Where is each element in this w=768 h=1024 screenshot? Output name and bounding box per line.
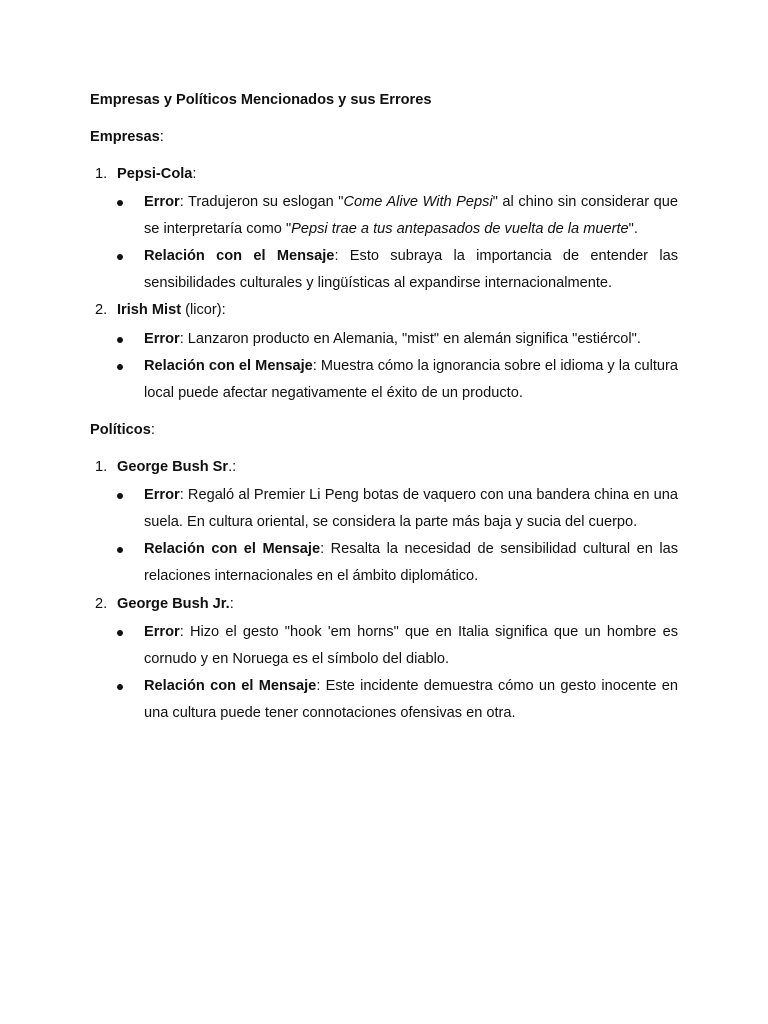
bullet-error: Error: Tradujeron su eslogan "Come Alive With Pepsi" al chino sin considerar que se interpretaría como "Pepsi trae a tus antepasados de vuelta de la muerte". [117, 189, 678, 243]
bullet-dot-icon [117, 684, 123, 690]
bullet-relacion: Relación con el Mensaje: Esto subraya la importancia de entender las sensibilidades culturales y lingüísticas al expandirse internacionalmente. [117, 243, 678, 297]
item-name: George Bush Sr [117, 459, 229, 475]
section-heading-politicos-label: Políticos [90, 422, 151, 438]
list-item-irish-mist: 2. Irish Mist (licor): [95, 302, 226, 318]
item-name: Irish Mist [117, 302, 182, 318]
bullet-dot-icon [117, 200, 123, 206]
bullet-dot-icon [117, 337, 123, 343]
bullet-error: Error: Regaló al Premier Li Peng botas de vaquero con una bandera china en una suela. En cultura oriental, se considera la parte más baja y sucia del cuerpo. [117, 482, 678, 536]
list-item-bush-jr: 2. George Bush Jr.: [95, 596, 234, 612]
bullet-dot-icon [117, 364, 123, 370]
bullet-dot-icon [117, 493, 123, 499]
section-heading-empresas: Empresas: [90, 129, 164, 145]
list-item-pepsi-cola: 1. Pepsi-Cola: [95, 166, 197, 182]
bullet-relacion: Relación con el Mensaje: Muestra cómo la ignorancia sobre el idioma y la cultura local puede afectar negativamente el éxito de un producto. [117, 353, 678, 407]
bullet-error: Error: Hizo el gesto "hook 'em horns" que en Italia significa que un hombre es cornudo y en Noruega es el símbolo del diablo. [117, 619, 678, 673]
item-name: Pepsi-Cola [117, 166, 193, 182]
bullet-dot-icon [117, 547, 123, 553]
section-heading-politicos: Políticos: [90, 422, 155, 438]
item-name: George Bush Jr. [117, 596, 230, 612]
bullet-error: Error: Lanzaron producto en Alemania, "mist" en alemán significa "estiércol". [117, 326, 678, 353]
document-title: Empresas y Políticos Mencionados y sus Errores [90, 92, 432, 108]
bullet-relacion: Relación con el Mensaje: Este incidente demuestra cómo un gesto inocente en una cultura puede tener connotaciones ofensivas en otra. [117, 673, 678, 727]
bullet-list-pepsi [117, 189, 678, 297]
list-item-bush-sr: 1. George Bush Sr.: [95, 459, 237, 475]
section-heading-empresas-label: Empresas [90, 129, 160, 145]
bullet-list-irish-mist [117, 326, 678, 407]
bullet-list-bush-sr [117, 482, 678, 590]
bullet-list-bush-jr [117, 619, 678, 727]
bullet-dot-icon [117, 630, 123, 636]
bullet-dot-icon [117, 254, 123, 260]
bullet-relacion: Relación con el Mensaje: Resalta la necesidad de sensibilidad cultural en las relaciones internacionales en el ámbito diplomático. [117, 536, 678, 590]
